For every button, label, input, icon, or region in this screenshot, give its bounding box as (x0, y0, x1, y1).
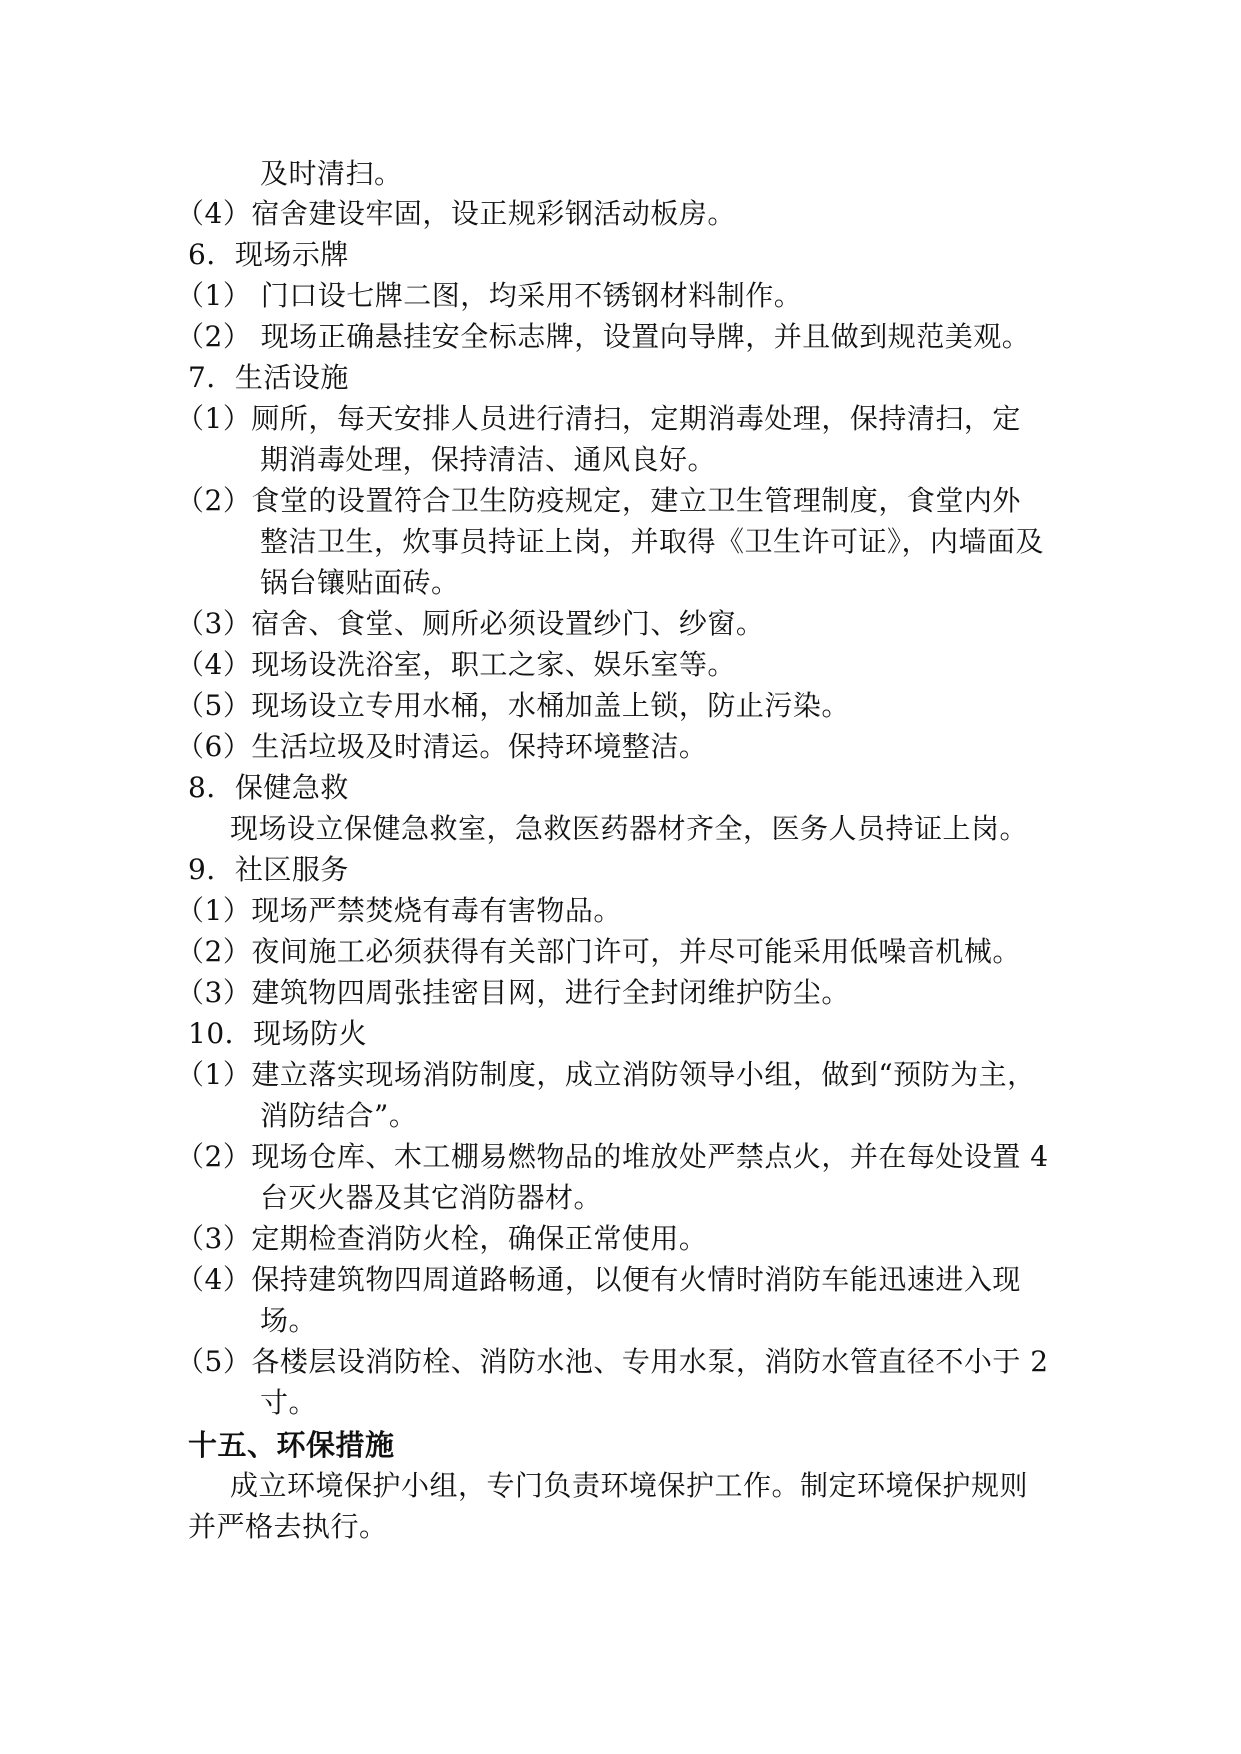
list-item: （6）生活垃圾及时清运。保持环境整洁。 (176, 730, 708, 763)
list-item: （3）定期检查消防火栓，确保正常使用。 (176, 1222, 708, 1255)
list-item-continuation: 台灭火器及其它消防器材。 (260, 1181, 603, 1214)
list-item: （3）建筑物四周张挂密目网，进行全封闭维护防尘。 (176, 976, 850, 1009)
list-item: （4）保持建筑物四周道路畅通，以便有火情时消防车能迅速进入现 (176, 1263, 1021, 1296)
text-line: 及时清扫。 (260, 157, 403, 190)
list-item: （3）宿舍、食堂、厕所必须设置纱门、纱窗。 (176, 607, 765, 640)
list-item: （2）食堂的设置符合卫生防疫规定，建立卫生管理制度，食堂内外 (176, 484, 1021, 517)
list-item-continuation: 场。 (260, 1304, 318, 1337)
list-item-continuation: 整洁卫生，炊事员持证上岗，并取得《卫生许可证》，内墙面及 (260, 525, 1045, 558)
paragraph-line: 并严格去执行。 (188, 1510, 388, 1543)
list-item: （2）夜间施工必须获得有关部门许可，并尽可能采用低噪音机械。 (176, 935, 1021, 968)
section-subheading: 10．现场防火 (188, 1017, 368, 1050)
section-subheading: 8．保健急救 (188, 771, 349, 804)
section-subheading: 9．社区服务 (188, 853, 349, 886)
list-item: （4）宿舍建设牢固，设正规彩钢活动板房。 (176, 197, 736, 230)
list-item-continuation: 消防结合”。 (260, 1099, 418, 1132)
list-item-continuation: 期消毒处理，保持清洁、通风良好。 (260, 443, 717, 476)
list-item: （1）厕所，每天安排人员进行清扫，定期消毒处理，保持清扫，定 (176, 402, 1021, 435)
list-item: （1）现场严禁焚烧有毒有害物品。 (176, 894, 622, 927)
list-item: （1）建立落实现场消防制度，成立消防领导小组，做到“预防为主， (176, 1058, 1036, 1091)
section-subheading: 7．生活设施 (188, 361, 349, 394)
list-item: （2）现场仓库、木工棚易燃物品的堆放处严禁点火，并在每处设置 4 (176, 1140, 1049, 1173)
paragraph-line: 现场设立保健急救室，急救医药器材齐全，医务人员持证上岗。 (230, 812, 1029, 845)
section-heading: 十五、环保措施 (188, 1428, 395, 1462)
list-item: （1） 门口设七牌二图，均采用不锈钢材料制作。 (176, 279, 803, 312)
list-item-continuation: 寸。 (260, 1386, 318, 1419)
paragraph-line: 成立环境保护小组，专门负责环境保护工作。制定环境保护规则 (230, 1469, 1029, 1502)
list-item: （5）现场设立专用水桶，水桶加盖上锁，防止污染。 (176, 689, 850, 722)
section-subheading: 6．现场示牌 (188, 238, 349, 271)
list-item-continuation: 锅台镶贴面砖。 (260, 566, 460, 599)
list-item: （5）各楼层设消防栓、消防水池、专用水泵，消防水管直径不小于 2 (176, 1345, 1049, 1378)
list-item: （2） 现场正确悬挂安全标志牌，设置向导牌，并且做到规范美观。 (176, 320, 1031, 353)
list-item: （4）现场设洗浴室，职工之家、娱乐室等。 (176, 648, 736, 681)
